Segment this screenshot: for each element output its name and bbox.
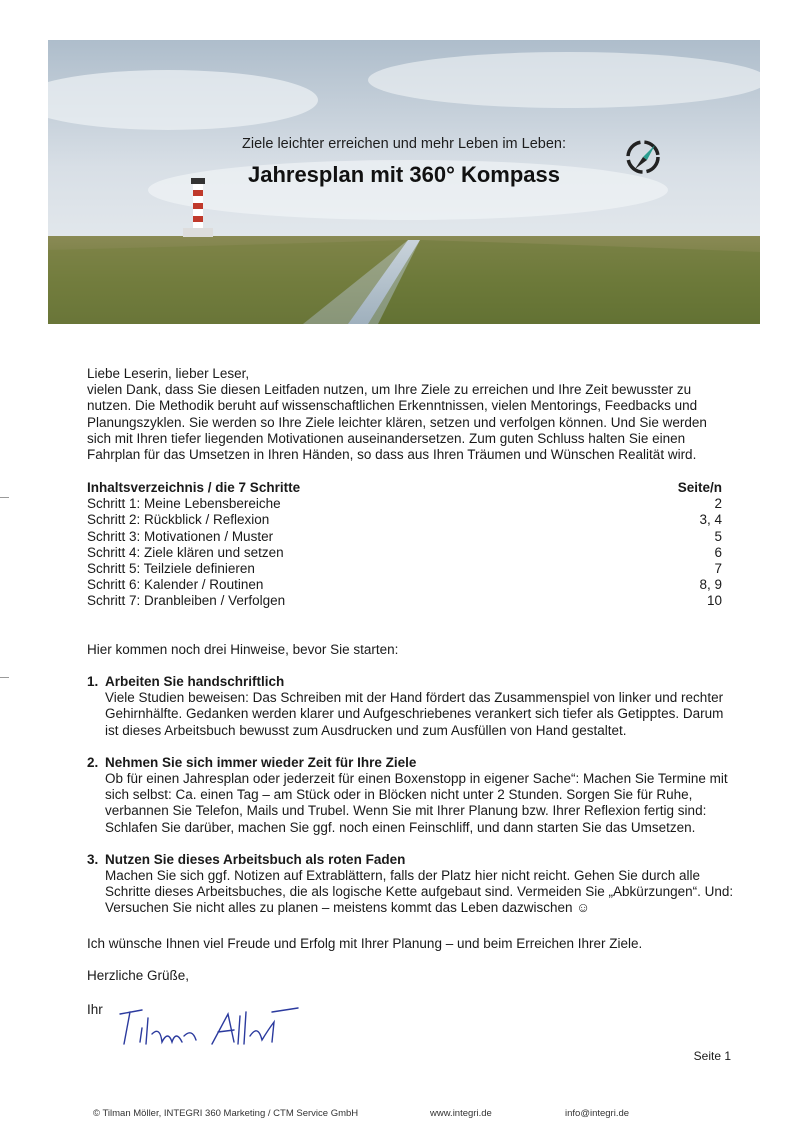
hint-item [87,852,737,917]
intro-section [87,366,722,463]
hint-item [87,755,737,836]
toc-row [87,561,722,577]
intro-greeting: Liebe Leserin, lieber Leser, [87,366,250,381]
toc-header-row [87,480,722,496]
hint-title: Nehmen Sie sich immer wieder Zeit für Ihre Ziele [105,754,417,770]
page-number: Seite 1 [693,1049,731,1063]
toc-page: 7 [714,561,722,577]
hint-title: Nutzen Sie dieses Arbeitsbuch als roten Faden [105,851,406,867]
closing-greeting: Herzliche Grüße, [87,968,190,983]
toc-label: Schritt 7: Dranbleiben / Verfolgen [87,593,286,609]
hint-number: 1. [87,674,99,689]
toc-label: Schritt 5: Teilziele definieren [87,561,255,577]
toc-page: 8, 9 [699,577,722,593]
intro-body: vielen Dank, dass Sie diesen Leitfaden nutzen, um Ihre Ziele zu erreichen und Ihre Zeit bewusster zu nutzen. Die Methodik beruht auf wissenschaftlichen Erkenntnissen, vielen Mentorings, Feedbacks und Planungszyklen. Sie werden so Ihre Ziele leichter klären, setzen und verfolgen können. Und Sie werden sich mit Ihren tiefer liegenden Motivationen auseinandersetzen. Zum guten Schluss halten Sie einen Fahrplan für das Umsetzen in Ihren Händen, so dass aus Ihren Träumen und Wünschen Realität wird. [87,382,707,463]
toc-heading: Inhaltsverzeichnis / die 7 Schritte [87,480,301,495]
footer-copyright: © Tilman Möller, INTEGRI 360 Marketing / CTM Service GmbH [93,1108,359,1119]
table-of-contents [87,480,722,610]
hint-text: Ob für einen Jahresplan oder jederzeit für einen Boxenstopp in eigener Sache“: Machen Sie Termine mit sich selbst: Ca. einen Tag – am Stück oder in Blöcken nicht unter 2 Stunden. Sorgen Sie für Ruhe, verbannen Sie Telefon, Mails und Trubel. Wenn Sie mit Ihrer Planung bzw. Ihrer Reflexion fertig sind: Schlafen Sie darüber, machen Sie ggf. noch einen Feinschliff, und dann starten Sie das Umsetzen. [105,771,728,835]
toc-label: Schritt 2: Rückblick / Reflexion [87,512,270,528]
toc-row [87,529,722,545]
toc-page: 3, 4 [699,512,722,528]
signature [112,1000,302,1050]
toc-row [87,512,722,528]
closing-ihr: Ihr [87,1002,103,1017]
banner-subtitle: Ziele leichter erreichen und mehr Leben im Leben: [241,136,567,152]
footer-email[interactable]: info@integri.de [565,1108,630,1119]
toc-page: 6 [714,544,722,560]
toc-page-heading: Seite/n [677,480,722,495]
toc-page: 5 [714,528,722,544]
toc-row [87,496,722,512]
toc-row [87,545,722,561]
toc-page: 10 [706,593,722,609]
hint-title: Arbeiten Sie handschriftlich [105,674,285,689]
toc-page: 2 [714,496,722,512]
toc-label: Schritt 1: Meine Lebensbereiche [87,496,281,512]
hints-intro: Hier kommen noch drei Hinweise, bevor Sie starten: [87,642,399,657]
toc-row [87,577,722,593]
hint-text: Machen Sie sich ggf. Notizen auf Extrablättern, falls der Platz hier nicht reicht. Gehen Sie durch alle Schritte dieses Arbeitsbuches, die als logische Kette aufgebaut sind. Vermeiden Sie „Abkürzungen“. Und: Versuchen Sie nicht alles zu planen – meistens kommt das Leben dazwischen ☺ [105,868,734,916]
compass-icon [622,136,664,178]
header-banner [48,40,760,324]
footer-website[interactable]: www.integri.de [430,1108,492,1119]
hint-number: 2. [87,754,99,770]
hints-list [87,674,737,933]
hint-text: Viele Studien beweisen: Das Schreiben mit der Hand fördert das Zusammenspiel von linker und rechter Gehirnhälfte. Gedanken werden klarer und Aufgeschriebenes verankert sich tiefer als Getipptes. Darum ist dieses Arbeitsbuch bewusst zum Ausdrucken und zum Ausfüllen von Hand gestaltet. [105,690,724,738]
margin-mark [0,497,9,498]
hint-number: 3. [87,851,99,867]
toc-label: Schritt 6: Kalender / Routinen [87,577,264,593]
toc-label: Schritt 3: Motivationen / Muster [87,528,274,544]
toc-label: Schritt 4: Ziele klären und setzen [87,544,284,560]
closing-wish: Ich wünsche Ihnen viel Freude und Erfolg mit Ihrer Planung – und beim Erreichen Ihrer Ziele. [87,936,643,951]
hint-item [87,674,737,739]
margin-mark [0,677,9,678]
toc-row [87,593,722,609]
banner-title: Jahresplan mit 360° Kompass [247,162,561,187]
